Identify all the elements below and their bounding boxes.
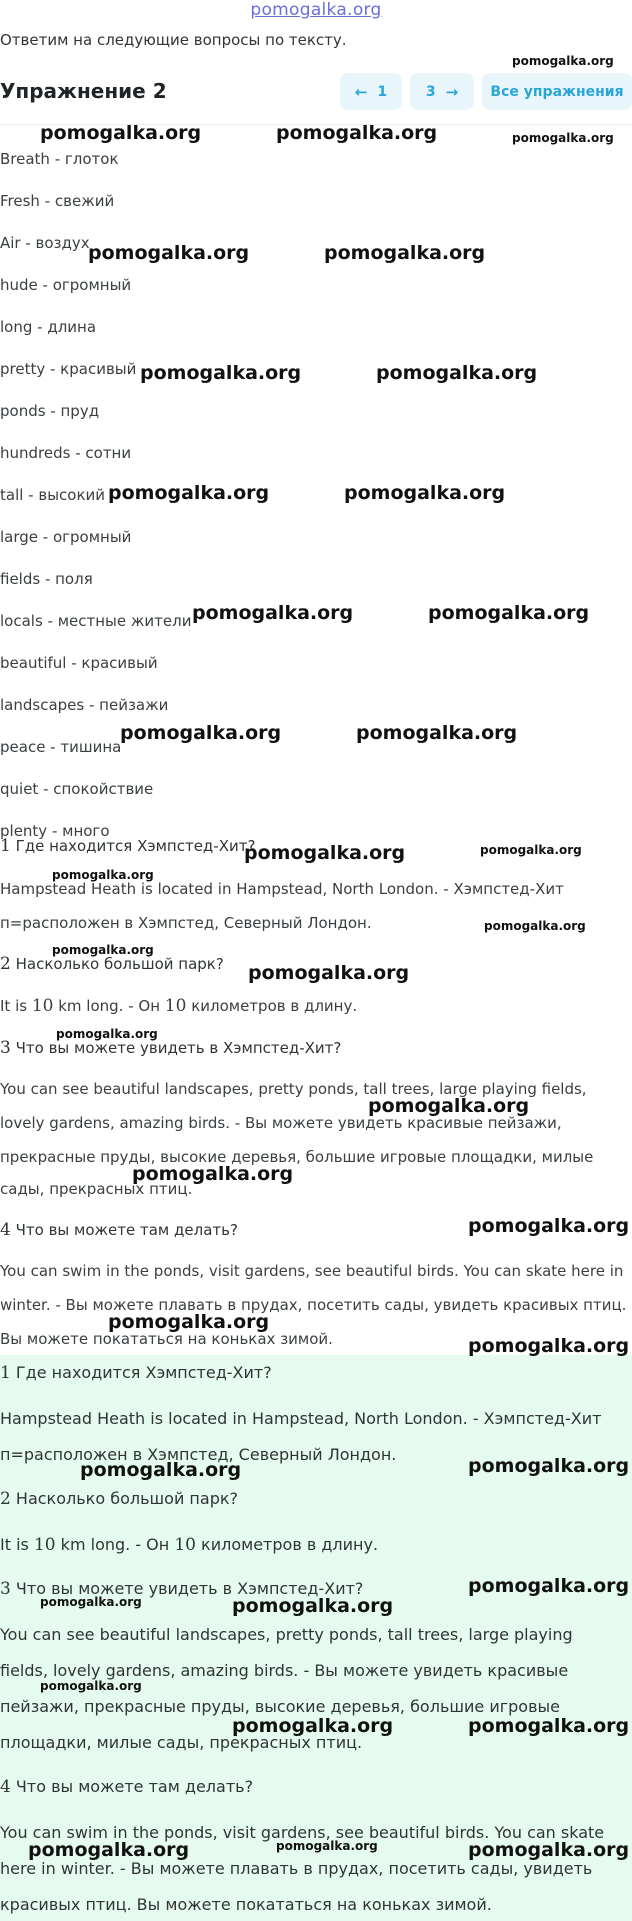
qa-section: [0, 828, 632, 1348]
watermark: pomogalka.org: [52, 943, 154, 957]
question-number: 1: [0, 836, 11, 856]
answer-line: fields, lovely gardens, amazing birds. - Вы можете увидеть красивые: [0, 1661, 569, 1680]
watermark: pomogalka.org: [28, 1839, 190, 1861]
answer-block: [0, 1355, 632, 1921]
watermark: pomogalka.org: [232, 1595, 394, 1617]
watermark: pomogalka.org: [484, 919, 586, 933]
watermark: pomogalka.org: [80, 1459, 242, 1481]
watermark: pomogalka.org: [88, 242, 250, 264]
question-1: [0, 836, 255, 856]
watermark: pomogalka.org: [468, 1215, 630, 1237]
vocab-item: ponds - пруд: [0, 402, 100, 420]
question-number: 1: [0, 1363, 11, 1383]
answer-line: пейзажи, прекрасные пруды, высокие деревья, большие игровые: [0, 1697, 560, 1716]
watermark: pomogalka.org: [276, 122, 438, 144]
vocab-item: hude - огромный: [0, 276, 132, 294]
question-3: [0, 1038, 341, 1058]
question-text: Что вы можете увидеть в Хэмпстед-Хит?: [15, 1039, 342, 1057]
prev-exercise-label: 1: [377, 83, 388, 100]
watermark: pomogalka.org: [512, 131, 614, 145]
arrow-left-icon: ←: [354, 82, 368, 101]
question-1: [0, 1363, 272, 1383]
arrow-right-icon: →: [445, 82, 459, 101]
watermark: pomogalka.org: [356, 722, 518, 744]
watermark: pomogalka.org: [40, 1679, 142, 1693]
watermark: pomogalka.org: [324, 242, 486, 264]
answer-line: Hampstead Heath is located in Hampstead, North London. - Хэмпстед-Хит: [0, 880, 564, 898]
all-exercises-button[interactable]: Все упражнения: [482, 73, 632, 110]
answer-line: here in winter. - Вы можете плавать в прудах, посетить сады, увидеть: [0, 1859, 593, 1878]
watermark: pomogalka.org: [376, 362, 538, 384]
answer-line: You can see beautiful landscapes, pretty ponds, tall trees, large playing fields,: [0, 1080, 587, 1098]
answer-line: красивых птиц. Вы можете покататься на коньках зимой.: [0, 1895, 492, 1914]
vocab-item: Fresh - свежий: [0, 192, 115, 210]
vocab-item: locals - местные жители: [0, 612, 192, 630]
answer-line: You can see beautiful landscapes, pretty ponds, tall trees, large playing: [0, 1625, 573, 1644]
watermark: pomogalka.org: [468, 1335, 630, 1357]
vocab-item: quiet - спокойствие: [0, 780, 154, 798]
vocab-item: tall - высокий: [0, 486, 106, 504]
answer-line: Вы можете покататься на коньках зимой.: [0, 1330, 333, 1348]
question-number: 2: [0, 1489, 11, 1509]
watermark: pomogalka.org: [468, 1575, 630, 1597]
question-2: [0, 954, 224, 974]
exercise-title: Упражнение 2: [0, 79, 167, 103]
watermark: pomogalka.org: [344, 482, 506, 504]
watermark: pomogalka.org: [468, 1455, 630, 1477]
vocab-item: plenty - много: [0, 822, 110, 840]
watermark: pomogalka.org: [480, 843, 582, 857]
watermark: pomogalka.org: [192, 602, 354, 624]
watermark: pomogalka.org: [428, 602, 590, 624]
watermark: pomogalka.org: [468, 1839, 630, 1861]
answer-line: Hampstead Heath is located in Hampstead, North London. - Хэмпстед-Хит: [0, 1409, 602, 1428]
intro-text: Ответим на следующие вопросы по тексту.: [0, 31, 347, 49]
answer-line: You can swim in the ponds, visit gardens, see beautiful birds. You can skate: [0, 1823, 605, 1842]
answer-line: прекрасные пруды, высокие деревья, большие игровые площадки, милые: [0, 1148, 594, 1166]
watermark: pomogalka.org: [368, 1095, 530, 1117]
vocab-item: hundreds - сотни: [0, 444, 132, 462]
vocab-item: peace - тишина: [0, 738, 122, 756]
question-text: Где находится Хэмпстед-Хит?: [15, 837, 256, 855]
watermark: pomogalka.org: [232, 1715, 394, 1737]
watermark: pomogalka.org: [132, 1163, 294, 1185]
vocab-item: landscapes - пейзажи: [0, 696, 169, 714]
vocab-item: pretty - красивый: [0, 360, 137, 378]
vocab-item: Air - воздух: [0, 234, 90, 252]
prev-exercise-button[interactable]: [340, 73, 402, 110]
next-exercise-button[interactable]: [410, 73, 474, 110]
vocab-item: long - длина: [0, 318, 97, 336]
answer-line: сады, прекрасных птиц.: [0, 1180, 193, 1198]
answer-line: п=расположен в Хэмпстед, Северный Лондон.: [0, 914, 372, 932]
watermark: pomogalka.org: [276, 1839, 378, 1853]
question-text: Где находится Хэмпстед-Хит?: [15, 1363, 272, 1382]
site-logo[interactable]: pomogalka.org: [250, 0, 382, 20]
question-text: Что вы можете там делать?: [15, 1221, 238, 1239]
question-text: Что вы можете там делать?: [15, 1777, 254, 1796]
watermark: pomogalka.org: [40, 122, 202, 144]
vocab-item: fields - поля: [0, 570, 93, 588]
question-number: 3: [0, 1579, 11, 1599]
question-text: Что вы можете увидеть в Хэмпстед-Хит?: [15, 1579, 364, 1598]
answer-line: п=расположен в Хэмпстед, Северный Лондон.: [0, 1445, 397, 1464]
watermark: pomogalka.org: [56, 1027, 158, 1041]
question-text: Насколько большой парк?: [15, 955, 224, 973]
watermark: pomogalka.org: [108, 482, 270, 504]
watermark: pomogalka.org: [468, 1715, 630, 1737]
watermark: pomogalka.org: [120, 722, 282, 744]
question-text: Насколько большой парк?: [15, 1489, 239, 1508]
question-number: 2: [0, 954, 11, 974]
answer-line: It is 10 km long. - Он 10 километров в длину.: [0, 1535, 379, 1555]
question-number: 4: [0, 1220, 11, 1240]
question-4: [0, 1777, 253, 1797]
answer-line: It is 10 km long. - Он 10 километров в длину.: [0, 996, 358, 1016]
watermark: pomogalka.org: [108, 1311, 270, 1333]
watermark: pomogalka.org: [140, 362, 302, 384]
question-number: 3: [0, 1038, 11, 1058]
vocab-item: beautiful - красивый: [0, 654, 158, 672]
question-4: [0, 1220, 238, 1240]
watermark: pomogalka.org: [40, 1595, 142, 1609]
vocab-item: large - огромный: [0, 528, 132, 546]
vocab-list[interactable]: [0, 124, 632, 840]
next-exercise-label: 3: [425, 83, 436, 100]
vocab-item: Breath - глоток: [0, 150, 119, 168]
answer-line: You can swim in the ponds, visit gardens, see beautiful birds. You can skate here in: [0, 1262, 624, 1280]
question-number: 4: [0, 1777, 11, 1797]
watermark: pomogalka.org: [244, 842, 406, 864]
watermark: pomogalka.org: [512, 54, 614, 68]
watermark: pomogalka.org: [248, 962, 410, 984]
watermark: pomogalka.org: [52, 868, 154, 882]
question-2: [0, 1489, 238, 1509]
answer-line: площадки, милые сады, прекрасных птиц.: [0, 1733, 363, 1752]
answer-line: lovely gardens, amazing birds. - Вы можете увидеть красивые пейзажи,: [0, 1114, 562, 1132]
answer-line: winter. - Вы можете плавать в прудах, посетить сады, увидеть красивых птиц.: [0, 1296, 627, 1314]
